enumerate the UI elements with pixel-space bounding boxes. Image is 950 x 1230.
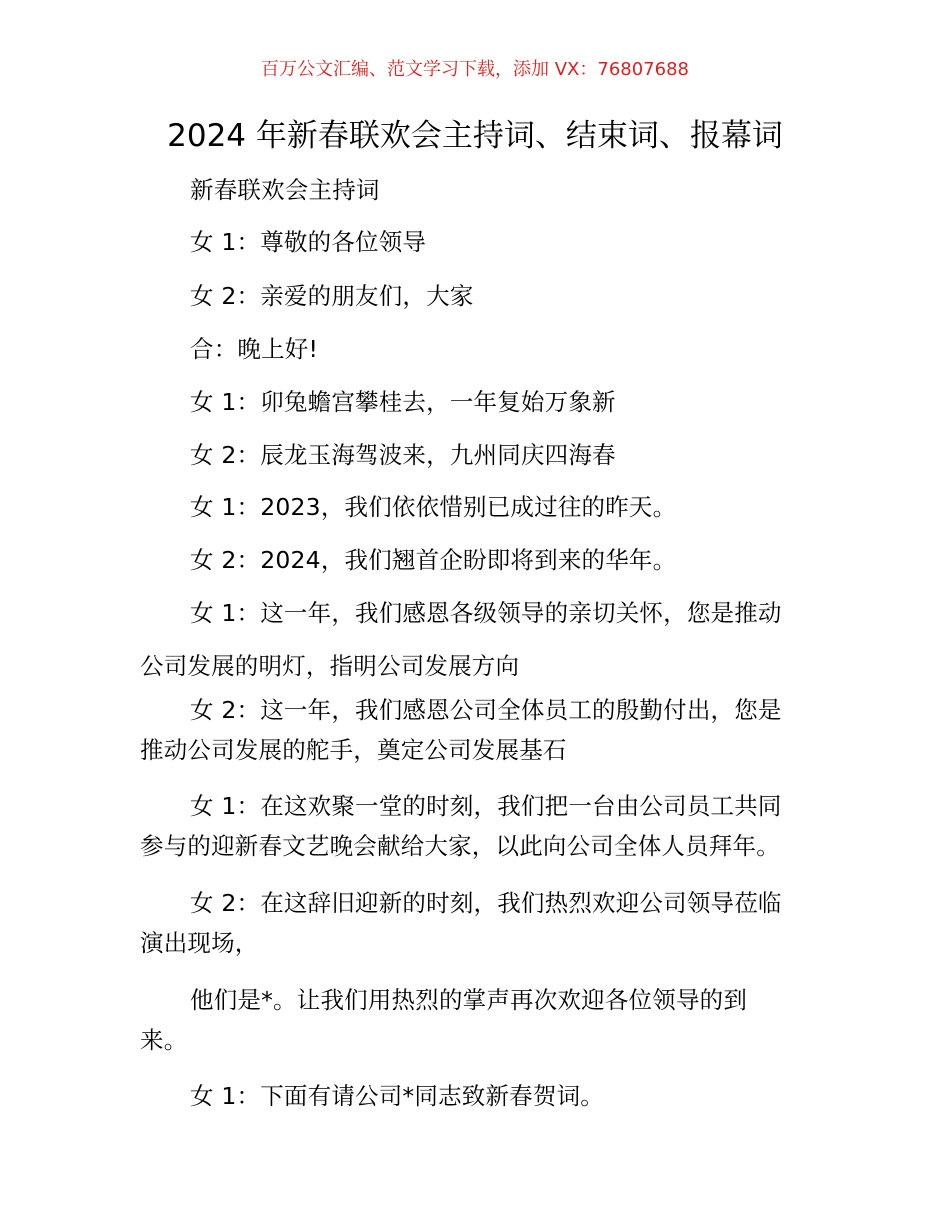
paragraph-continuation-line: 演出现场， [140,929,259,957]
paragraph-line: 女 2：在这辞旧迎新的时刻，我们热烈欢迎公司领导莅临 [190,889,782,917]
watermark-header: 百万公文汇编、范文学习下载，添加 VX：76807688 [261,59,689,80]
document-title: 2024 年新春联欢会主持词、结束词、报幕词 [167,118,783,154]
paragraph-line: 女 1：尊敬的各位领导 [190,228,427,256]
paragraph-line: 女 2：亲爱的朋友们，大家 [190,282,474,310]
paragraph-line: 女 2：2024，我们翘首企盼即将到来的华年。 [190,546,677,574]
paragraph-line: 合：晚上好! [190,335,319,363]
paragraph-line: 女 2：这一年，我们感恩公司全体员工的殷勤付出，您是 [190,696,782,724]
paragraph-line: 女 1：2023，我们依依惜别已成过往的昨天。 [190,493,677,521]
paragraph-continuation-line: 来。 [140,1026,188,1054]
paragraph-line: 女 1：下面有请公司*同志致新春贺词。 [190,1082,604,1110]
paragraph-line: 女 2：辰龙玉海驾波来，九州同庆四海春 [190,441,616,469]
paragraph-line: 女 1：这一年，我们感恩各级领导的亲切关怀，您是推动 [190,599,782,627]
paragraph-line: 他们是*。让我们用热烈的掌声再次欢迎各位领导的到 [190,986,748,1014]
paragraph-continuation-line: 推动公司发展的舵手，奠定公司发展基石 [140,736,567,764]
paragraph-continuation-line: 公司发展的明灯，指明公司发展方向 [140,652,520,680]
paragraph-line: 新春联欢会主持词 [190,176,380,204]
paragraph-continuation-line: 参与的迎新春文艺晚会献给大家，以此向公司全体人员拜年。 [140,832,780,860]
paragraph-line: 女 1：卯兔蟾宫攀桂去，一年复始万象新 [190,388,616,416]
paragraph-line: 女 1：在这欢聚一堂的时刻，我们把一台由公司员工共同 [190,792,782,820]
